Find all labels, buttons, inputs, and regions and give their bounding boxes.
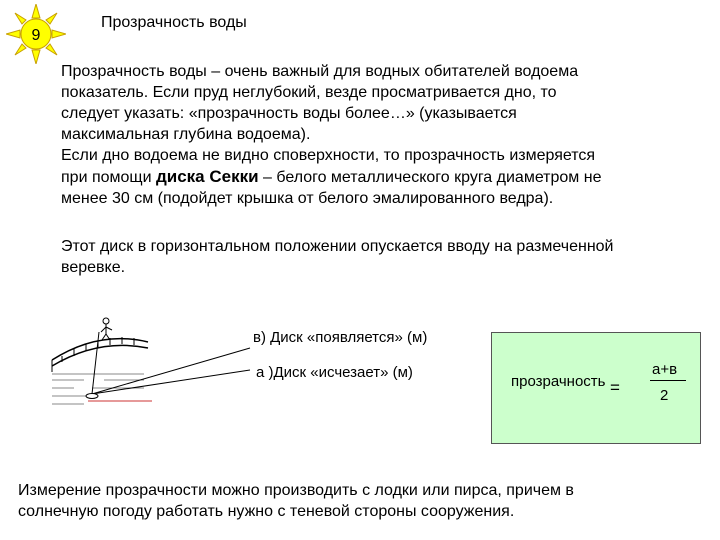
note-line: солнечную погоду работать нужно с теневой стороны сооружения. [18,503,515,520]
intro-line [61,166,701,188]
secchi-disk-illustration [44,316,254,416]
formula-equals: = [610,378,620,397]
fraction-bar [650,380,686,381]
intro-text: при помощи [61,169,156,186]
intro-line: максимальная глубина водоема). [61,126,311,143]
note-paragraph [18,480,708,522]
procedure-line: Этот диск в горизонтальном положении опускается вводу на размеченной [61,238,614,255]
slide-number: 9 [31,27,41,44]
secchi-disk-term: диска Секки [155,167,259,186]
secchi-disk [86,394,98,399]
intro-line: менее 30 см (подойдет крышка от белого эмалированного ведра). [61,190,554,207]
intro-line: показатель. Если пруд неглубокий, везде просматривается дно, то [61,84,557,101]
intro-paragraph [61,61,701,209]
label-disk-appears: в) Диск «появляется» (м) [253,329,428,346]
sun-icon [6,4,66,64]
formula-denominator: 2 [660,387,669,404]
person-figure [101,318,112,340]
formula-term: прозрачность [511,373,606,390]
note-line: Измерение прозрачности можно производить с лодки или пирса, причем в [18,482,574,499]
intro-line: Прозрачность воды – очень важный для водных обитателей водоема [61,63,579,80]
intro-text: – белого металлического круга диаметром не [258,169,602,186]
page-title: Прозрачность воды [101,14,247,31]
sight-line-appears [92,348,250,394]
formula-numerator: а+в [652,361,678,378]
intro-line: Если дно водоема не видно споверхности, то прозрачность измеряется [61,147,596,164]
transparency-formula-box [491,332,701,444]
label-disk-disappears: а )Диск «исчезает» (м) [256,364,413,381]
water-lines [52,374,144,404]
intro-line: следует указать: «прозрачность воды более…» (указывается [61,105,517,122]
procedure-line: веревке. [61,259,126,276]
procedure-paragraph [61,236,701,278]
